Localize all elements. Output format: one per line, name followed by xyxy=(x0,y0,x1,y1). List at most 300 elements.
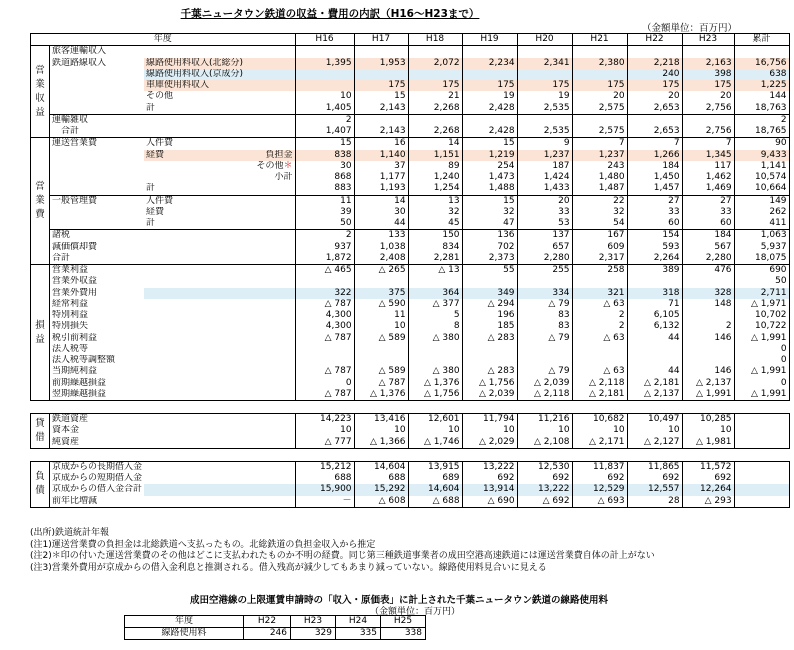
value-cell: 688 xyxy=(295,473,354,484)
section-category xyxy=(31,138,50,265)
value-cell xyxy=(734,496,789,508)
row-detail-label xyxy=(245,91,295,102)
table-row xyxy=(31,80,790,91)
value-cell: 2,072 xyxy=(408,58,462,69)
value-cell: 11,794 xyxy=(462,414,517,426)
section-category-label: 損益 xyxy=(35,319,45,345)
value-cell: 2,428 xyxy=(462,103,517,115)
row-detail-label xyxy=(245,69,295,80)
value-cell: － xyxy=(295,496,354,508)
value-cell: 50 xyxy=(295,218,354,230)
row-sublabel xyxy=(144,299,245,310)
value-cell: △ 1,971 xyxy=(734,299,789,310)
header-year: H23 xyxy=(682,34,734,46)
value-cell: △ 1,376 xyxy=(408,378,462,389)
value-cell: 398 xyxy=(682,69,734,80)
value-cell: 2,428 xyxy=(462,126,517,138)
value-cell: 2,143 xyxy=(354,103,408,115)
value-cell: 1,872 xyxy=(295,253,354,265)
value-cell xyxy=(517,276,572,287)
table-row xyxy=(31,425,790,436)
value-cell: 47 xyxy=(462,218,517,230)
value-cell: 2,143 xyxy=(354,126,408,138)
value-cell xyxy=(517,46,572,58)
value-cell: 609 xyxy=(572,242,627,253)
value-cell: 11,572 xyxy=(682,461,734,473)
value-cell: 567 xyxy=(682,242,734,253)
value-cell: 6,132 xyxy=(627,321,682,332)
value-cell xyxy=(734,484,789,495)
row-label: 営業外収益 xyxy=(52,276,98,287)
row-label: 前年比増減 xyxy=(50,496,145,508)
value-cell: 27 xyxy=(682,195,734,207)
value-cell: 32 xyxy=(462,207,517,218)
value-cell: 2,317 xyxy=(572,253,627,265)
value-cell: 0 xyxy=(734,378,789,389)
table-row xyxy=(31,473,790,484)
value-cell: 146 xyxy=(682,366,734,377)
value-cell: 167 xyxy=(572,230,627,242)
sub-header-cell: H25 xyxy=(381,616,426,628)
value-cell: △ 589 xyxy=(354,366,408,377)
value-cell: 2,711 xyxy=(734,288,789,299)
spacer-cell xyxy=(31,448,790,461)
value-cell: 2,268 xyxy=(408,126,462,138)
table-row xyxy=(31,299,790,310)
value-cell: 44 xyxy=(354,218,408,230)
value-cell: 1,407 xyxy=(295,126,354,138)
value-cell: 53 xyxy=(517,218,572,230)
row-sublabel: 計 xyxy=(144,218,245,230)
table-row xyxy=(31,195,790,207)
value-cell: 11,865 xyxy=(627,461,682,473)
row-sublabel xyxy=(144,172,245,183)
value-cell: 10,664 xyxy=(734,183,789,195)
value-cell: 33 xyxy=(682,207,734,218)
value-cell: 1,424 xyxy=(517,172,572,183)
value-cell: 11 xyxy=(354,310,408,321)
spacer-cell xyxy=(31,401,790,414)
value-cell: 117 xyxy=(682,161,734,172)
value-cell xyxy=(682,114,734,126)
value-cell: 32 xyxy=(408,207,462,218)
value-cell: 133 xyxy=(354,230,408,242)
value-cell: 2 xyxy=(572,321,627,332)
value-cell: △ 63 xyxy=(572,333,627,344)
table-row xyxy=(31,242,790,253)
value-cell: 1,193 xyxy=(354,183,408,195)
value-cell xyxy=(572,344,627,355)
row-label: 合計 xyxy=(50,253,145,265)
value-cell xyxy=(408,114,462,126)
value-cell: 2,163 xyxy=(682,58,734,69)
value-cell xyxy=(682,344,734,355)
value-cell: 12,529 xyxy=(572,484,627,495)
value-cell: 2 xyxy=(295,114,354,126)
value-cell: 148 xyxy=(682,299,734,310)
value-cell: 702 xyxy=(462,242,517,253)
row-detail-label xyxy=(245,114,295,126)
value-cell: 1,469 xyxy=(682,183,734,195)
value-cell: 11,837 xyxy=(572,461,627,473)
row-label: 経常利益 xyxy=(52,298,89,309)
value-cell: 14,604 xyxy=(408,484,462,495)
row-detail-label xyxy=(245,138,295,150)
value-cell: 1,240 xyxy=(408,172,462,183)
value-cell: △ 465 xyxy=(295,265,354,277)
value-cell: 83 xyxy=(517,310,572,321)
value-cell: 1,462 xyxy=(682,172,734,183)
value-cell: 2,535 xyxy=(517,103,572,115)
value-cell: 2,281 xyxy=(408,253,462,265)
row-sublabel xyxy=(144,265,245,277)
value-cell: 1,063 xyxy=(734,230,789,242)
value-cell: 868 xyxy=(295,172,354,183)
value-cell: 13,416 xyxy=(354,414,408,426)
value-cell: 2,264 xyxy=(627,253,682,265)
value-cell xyxy=(295,69,354,80)
value-cell: 254 xyxy=(462,161,517,172)
value-cell: 19 xyxy=(462,91,517,102)
row-detail-label xyxy=(245,378,295,389)
row-detail-label xyxy=(245,366,295,377)
row-label: 京成からの短期借入金 xyxy=(52,473,143,484)
notes xyxy=(30,528,655,574)
value-cell: 318 xyxy=(627,288,682,299)
value-cell: 937 xyxy=(295,242,354,253)
value-cell: 175 xyxy=(354,80,408,91)
value-cell: 1,450 xyxy=(627,172,682,183)
row-label: 税引前利益 xyxy=(52,332,98,343)
value-cell: 175 xyxy=(408,80,462,91)
value-cell: 2,280 xyxy=(517,253,572,265)
value-cell: 7 xyxy=(572,138,627,150)
header-year: H20 xyxy=(517,34,572,46)
value-cell: 144 xyxy=(734,91,789,102)
table-row xyxy=(31,378,790,389)
value-cell xyxy=(295,355,354,366)
row-label xyxy=(50,69,145,80)
row-label: 諸税 xyxy=(52,230,71,241)
value-cell: △ 2,181 xyxy=(572,389,627,401)
table-row xyxy=(31,496,790,508)
row-sublabel xyxy=(144,437,245,449)
value-cell: 476 xyxy=(682,265,734,277)
value-cell: 83 xyxy=(517,321,572,332)
row-detail-label xyxy=(245,496,295,508)
row-label: 翌期繰越損益 xyxy=(50,389,145,401)
value-cell: 15 xyxy=(295,138,354,150)
value-cell: 1,237 xyxy=(572,150,627,161)
value-cell: △ 2,108 xyxy=(517,437,572,449)
value-cell: 364 xyxy=(408,288,462,299)
value-cell: △ 787 xyxy=(295,299,354,310)
value-cell xyxy=(627,355,682,366)
value-cell: 9 xyxy=(517,138,572,150)
value-cell: 2,575 xyxy=(572,103,627,115)
section-category xyxy=(31,414,50,449)
row-label: 一般管理費 xyxy=(52,195,98,206)
value-cell: 44 xyxy=(627,333,682,344)
row-sublabel xyxy=(144,230,245,242)
value-cell: △ 265 xyxy=(354,265,408,277)
row-sublabel xyxy=(144,321,245,332)
value-cell: 690 xyxy=(734,265,789,277)
section-category-label: 営業費 xyxy=(35,181,45,221)
value-cell: 10 xyxy=(408,425,462,436)
table-row xyxy=(31,414,790,426)
value-cell xyxy=(517,69,572,80)
value-cell: 20 xyxy=(627,91,682,102)
value-cell: 10 xyxy=(354,321,408,332)
row-label: 営業外費用 xyxy=(52,287,98,298)
value-cell: △ 63 xyxy=(572,366,627,377)
value-cell: 1,151 xyxy=(408,150,462,161)
value-cell: 638 xyxy=(734,69,789,80)
value-cell: 692 xyxy=(682,473,734,484)
value-cell: 2 xyxy=(682,321,734,332)
value-cell: 54 xyxy=(572,218,627,230)
value-cell: △ 1,746 xyxy=(408,437,462,449)
row-label xyxy=(50,172,145,183)
row-detail-label xyxy=(245,161,295,172)
row-sublabel: 線路使用料収入(京成分) xyxy=(146,68,244,79)
section-category xyxy=(31,46,50,138)
row-detail-label xyxy=(245,299,295,310)
value-cell: 4,300 xyxy=(295,310,354,321)
value-cell: △ 380 xyxy=(408,366,462,377)
table-row xyxy=(31,389,790,401)
value-cell: 6,105 xyxy=(627,310,682,321)
value-cell: 2,380 xyxy=(572,58,627,69)
value-cell: 16,756 xyxy=(734,58,789,69)
row-sublabel xyxy=(144,333,245,344)
note-line: (注3)営業外費用が京成からの借入金利息と推測される。借入残高が減少してもあまり減っていない。線路使用料見合いに見える xyxy=(30,562,547,573)
value-cell: 838 xyxy=(295,150,354,161)
row-sublabel: 経費 xyxy=(144,150,245,161)
value-cell: 7 xyxy=(627,138,682,150)
value-cell xyxy=(627,276,682,287)
row-sublabel xyxy=(144,344,245,355)
value-cell xyxy=(627,46,682,58)
sub-header-cell: 年度 xyxy=(125,616,244,628)
section-category xyxy=(31,461,50,507)
row-sublabel: 計 xyxy=(144,103,245,115)
value-cell: 0 xyxy=(295,378,354,389)
value-cell: 30 xyxy=(354,207,408,218)
value-cell: 10,574 xyxy=(734,172,789,183)
row-detail-label xyxy=(245,218,295,230)
table-row xyxy=(31,355,790,366)
value-cell: 2,218 xyxy=(627,58,682,69)
value-cell xyxy=(408,355,462,366)
value-cell: 2,280 xyxy=(682,253,734,265)
value-cell: 9,433 xyxy=(734,150,789,161)
value-cell: △ 1,376 xyxy=(354,389,408,401)
row-sublabel xyxy=(144,366,245,377)
value-cell: 10 xyxy=(572,425,627,436)
value-cell: 334 xyxy=(517,288,572,299)
value-cell: △ 2,137 xyxy=(627,389,682,401)
row-label xyxy=(50,218,145,230)
value-cell: 2,756 xyxy=(682,103,734,115)
value-cell: △ 2,029 xyxy=(462,437,517,449)
row-sublabel xyxy=(144,161,245,172)
value-cell: △ 1,756 xyxy=(408,389,462,401)
value-cell xyxy=(517,355,572,366)
row-sublabel: その他 xyxy=(146,91,174,102)
value-cell: 10,682 xyxy=(572,414,627,426)
section-category-label: 営業収益 xyxy=(35,64,45,118)
value-cell: 50 xyxy=(734,276,789,287)
row-sublabel xyxy=(144,288,245,299)
value-cell: 185 xyxy=(462,321,517,332)
table-row xyxy=(31,461,790,473)
row-detail-label xyxy=(245,242,295,253)
value-cell xyxy=(682,276,734,287)
row-detail-text: 小計 xyxy=(274,172,293,183)
value-cell: △ 2,137 xyxy=(682,378,734,389)
value-cell: 184 xyxy=(627,161,682,172)
header-year: H18 xyxy=(408,34,462,46)
value-cell: 1,219 xyxy=(462,150,517,161)
value-cell: 1,038 xyxy=(354,242,408,253)
value-cell: △ 293 xyxy=(682,496,734,508)
value-cell: 883 xyxy=(295,183,354,195)
row-detail-label xyxy=(245,195,295,207)
table-row xyxy=(31,103,790,115)
value-cell: 27 xyxy=(627,195,682,207)
value-cell: 13,915 xyxy=(408,461,462,473)
row-label: 運送営業費 xyxy=(50,138,145,150)
value-cell: △ 787 xyxy=(295,333,354,344)
row-detail-label xyxy=(245,484,295,495)
row-label xyxy=(50,183,145,195)
value-cell: 1,488 xyxy=(462,183,517,195)
value-cell: 689 xyxy=(408,473,462,484)
row-sublabel: 経費 xyxy=(146,206,165,217)
row-label: 旅客運輸収入 xyxy=(50,46,145,58)
table-row xyxy=(31,46,790,58)
value-cell: 2,268 xyxy=(408,103,462,115)
row-label xyxy=(50,161,145,172)
value-cell: △ 1,991 xyxy=(734,389,789,401)
value-cell xyxy=(572,114,627,126)
table-row xyxy=(31,288,790,299)
value-cell: △ 1,991 xyxy=(682,389,734,401)
row-detail-label xyxy=(245,473,295,484)
value-cell: 10 xyxy=(517,425,572,436)
value-cell: △ 777 xyxy=(295,437,354,449)
value-cell: △ 787 xyxy=(295,366,354,377)
value-cell: 15 xyxy=(462,195,517,207)
value-cell: 240 xyxy=(627,69,682,80)
table-row xyxy=(31,150,790,161)
table-row xyxy=(31,230,790,242)
row-label xyxy=(50,103,145,115)
table-row xyxy=(31,172,790,183)
value-cell: △ 13 xyxy=(408,265,462,277)
value-cell: 10 xyxy=(295,91,354,102)
value-cell: △ 2,118 xyxy=(572,378,627,389)
value-cell: 2,575 xyxy=(572,126,627,138)
value-cell: 184 xyxy=(682,230,734,242)
value-cell xyxy=(682,355,734,366)
value-cell: 20 xyxy=(572,91,627,102)
header-year: H16 xyxy=(295,34,354,46)
value-cell: 2,535 xyxy=(517,126,572,138)
value-cell: 90 xyxy=(734,138,789,150)
value-cell: 20 xyxy=(517,195,572,207)
header-year: H19 xyxy=(462,34,517,46)
row-sublabel xyxy=(144,46,245,58)
value-cell: △ 787 xyxy=(354,378,408,389)
row-sublabel xyxy=(144,310,245,321)
value-cell: △ 79 xyxy=(517,366,572,377)
value-cell: 1,457 xyxy=(627,183,682,195)
value-cell xyxy=(572,46,627,58)
value-cell: △ 377 xyxy=(408,299,462,310)
value-cell: 2,653 xyxy=(627,103,682,115)
value-cell: 411 xyxy=(734,218,789,230)
row-label: 鉄道資産 xyxy=(50,414,145,426)
value-cell: 175 xyxy=(682,80,734,91)
value-cell: 10,497 xyxy=(627,414,682,426)
value-cell: 1,177 xyxy=(354,172,408,183)
row-sublabel xyxy=(144,496,245,508)
value-cell: 5 xyxy=(408,310,462,321)
value-cell xyxy=(408,46,462,58)
value-cell xyxy=(354,114,408,126)
row-detail-label xyxy=(245,172,295,183)
row-label: 資本金 xyxy=(52,425,80,436)
value-cell: 2 xyxy=(295,230,354,242)
value-cell: 18,765 xyxy=(734,126,789,138)
row-detail-label xyxy=(245,425,295,436)
value-cell: 258 xyxy=(572,265,627,277)
value-cell: 349 xyxy=(462,288,517,299)
header-year: H21 xyxy=(572,34,627,46)
row-sublabel xyxy=(144,414,245,426)
sub-cell: 329 xyxy=(291,628,336,640)
value-cell: △ 2,127 xyxy=(627,437,682,449)
value-cell: 19 xyxy=(517,91,572,102)
value-cell xyxy=(627,114,682,126)
value-cell: 692 xyxy=(517,473,572,484)
value-cell: 149 xyxy=(734,195,789,207)
value-cell: 28 xyxy=(627,496,682,508)
value-cell: 13,914 xyxy=(462,484,517,495)
row-detail-text: 負担金 xyxy=(265,149,293,160)
value-cell: 1,266 xyxy=(627,150,682,161)
table-row xyxy=(31,91,790,102)
row-sublabel xyxy=(144,253,245,265)
sub-header-cell: H22 xyxy=(244,616,291,628)
value-cell: △ 608 xyxy=(354,496,408,508)
row-label: 当期純利益 xyxy=(52,366,98,377)
row-detail-label xyxy=(245,310,295,321)
value-cell: 1,140 xyxy=(354,150,408,161)
value-cell: △ 380 xyxy=(408,333,462,344)
value-cell: 18,763 xyxy=(734,103,789,115)
value-cell: 137 xyxy=(517,230,572,242)
sub-header-row xyxy=(125,616,426,628)
value-cell xyxy=(572,276,627,287)
row-sublabel xyxy=(144,276,245,287)
value-cell: 175 xyxy=(572,80,627,91)
row-detail-label xyxy=(245,389,295,401)
value-cell: 12,557 xyxy=(627,484,682,495)
